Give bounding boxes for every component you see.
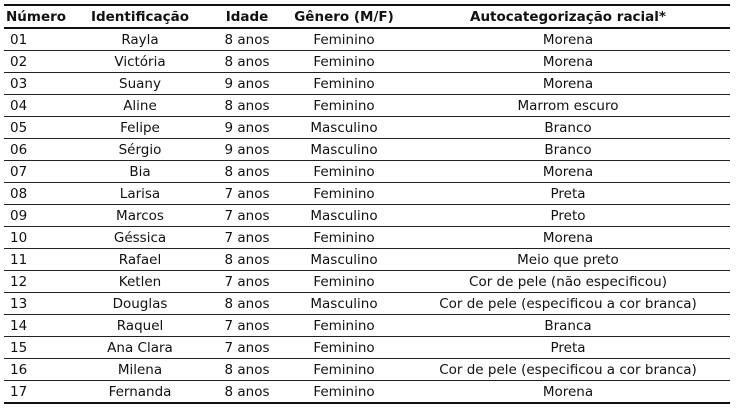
cell-identificacao: Sérgio <box>118 141 162 158</box>
cell-genero: Feminino <box>313 97 375 114</box>
cell-autocategorizacao: Preta <box>550 339 586 356</box>
cell-numero: 15 <box>10 339 28 356</box>
cell-genero: Masculino <box>310 295 378 312</box>
cell-identificacao: Bia <box>129 163 151 180</box>
cell-autocategorizacao: Morena <box>542 383 594 400</box>
cell-identificacao: Aline <box>123 97 157 114</box>
cell-idade: 7 anos <box>224 339 270 356</box>
cell-numero: 11 <box>10 251 28 268</box>
cell-idade: 7 anos <box>224 229 270 246</box>
cell-identificacao: Fernanda <box>108 383 172 400</box>
cell-numero: 01 <box>10 31 28 48</box>
table-row <box>4 293 730 315</box>
participants-table-container <box>4 4 730 404</box>
cell-idade: 7 anos <box>224 273 270 290</box>
cell-numero: 12 <box>10 273 28 290</box>
table-row <box>4 227 730 249</box>
cell-idade: 8 anos <box>224 295 270 312</box>
cell-numero: 06 <box>10 141 28 158</box>
cell-idade: 8 anos <box>224 383 270 400</box>
cell-autocategorizacao: Marrom escuro <box>517 97 619 114</box>
cell-autocategorizacao: Cor de pele (especificou a cor branca) <box>439 361 697 378</box>
cell-autocategorizacao: Morena <box>542 31 594 48</box>
cell-idade: 8 anos <box>224 97 270 114</box>
cell-autocategorizacao: Morena <box>542 229 594 246</box>
table-header <box>4 5 730 28</box>
cell-numero: 17 <box>10 383 28 400</box>
cell-genero: Feminino <box>313 339 375 356</box>
cell-identificacao: Marcos <box>116 207 164 224</box>
header-autocategorizacao: Autocategorização racial* <box>470 8 666 25</box>
cell-autocategorizacao: Morena <box>542 75 594 92</box>
cell-genero: Masculino <box>310 141 378 158</box>
cell-numero: 09 <box>10 207 28 224</box>
table-row <box>4 95 730 117</box>
cell-numero: 07 <box>10 163 28 180</box>
cell-identificacao: Géssica <box>113 229 167 246</box>
cell-identificacao: Milena <box>117 361 163 378</box>
cell-numero: 03 <box>10 75 28 92</box>
cell-identificacao: Douglas <box>112 295 168 312</box>
participants-table <box>4 4 730 404</box>
table-row <box>4 139 730 161</box>
table-row <box>4 249 730 271</box>
cell-autocategorizacao: Branco <box>544 141 592 158</box>
header-genero: Gênero (M/F) <box>294 8 394 25</box>
cell-numero: 14 <box>10 317 28 334</box>
cell-idade: 8 anos <box>224 31 270 48</box>
cell-idade: 7 anos <box>224 317 270 334</box>
cell-idade: 7 anos <box>224 207 270 224</box>
cell-identificacao: Ana Clara <box>107 339 173 356</box>
table-row <box>4 73 730 95</box>
table-row <box>4 183 730 205</box>
cell-identificacao: Ketlen <box>118 273 162 290</box>
table-row <box>4 117 730 139</box>
cell-genero: Masculino <box>310 119 378 136</box>
header-identificacao: Identificação <box>90 8 190 25</box>
cell-identificacao: Suany <box>119 75 161 92</box>
cell-idade: 8 anos <box>224 53 270 70</box>
cell-identificacao: Raquel <box>116 317 164 334</box>
cell-genero: Masculino <box>310 207 378 224</box>
cell-idade: 9 anos <box>224 75 270 92</box>
cell-genero: Feminino <box>313 361 375 378</box>
cell-idade: 8 anos <box>224 361 270 378</box>
table-row <box>4 337 730 359</box>
cell-genero: Feminino <box>313 229 375 246</box>
cell-numero: 02 <box>10 53 28 70</box>
cell-identificacao: Victória <box>114 53 166 70</box>
cell-numero: 13 <box>10 295 28 312</box>
header-row <box>4 5 730 28</box>
table-row <box>4 381 730 404</box>
cell-idade: 8 anos <box>224 163 270 180</box>
cell-genero: Feminino <box>313 53 375 70</box>
table-row <box>4 28 730 51</box>
cell-autocategorizacao: Meio que preto <box>517 251 619 268</box>
cell-idade: 9 anos <box>224 119 270 136</box>
cell-genero: Feminino <box>313 317 375 334</box>
cell-autocategorizacao: Branca <box>544 317 592 334</box>
cell-autocategorizacao: Branco <box>544 119 592 136</box>
cell-autocategorizacao: Preta <box>550 185 586 202</box>
cell-autocategorizacao: Morena <box>542 163 594 180</box>
cell-identificacao: Larisa <box>119 185 161 202</box>
cell-numero: 04 <box>10 97 28 114</box>
table-row <box>4 51 730 73</box>
cell-idade: 8 anos <box>224 251 270 268</box>
cell-genero: Masculino <box>310 251 378 268</box>
header-idade: Idade <box>225 8 269 25</box>
cell-numero: 05 <box>10 119 28 136</box>
cell-autocategorizacao: Preto <box>550 207 586 224</box>
cell-genero: Feminino <box>313 31 375 48</box>
cell-autocategorizacao: Cor de pele (especificou a cor branca) <box>439 295 697 312</box>
cell-autocategorizacao: Cor de pele (não especificou) <box>469 273 667 290</box>
cell-genero: Feminino <box>313 383 375 400</box>
cell-numero: 16 <box>10 361 28 378</box>
cell-idade: 9 anos <box>224 141 270 158</box>
cell-genero: Feminino <box>313 185 375 202</box>
table-row <box>4 315 730 337</box>
cell-identificacao: Rayla <box>121 31 159 48</box>
header-numero: Número <box>6 8 67 25</box>
cell-genero: Feminino <box>313 75 375 92</box>
cell-idade: 7 anos <box>224 185 270 202</box>
cell-genero: Feminino <box>313 163 375 180</box>
table-row <box>4 271 730 293</box>
cell-numero: 10 <box>10 229 28 246</box>
table-row <box>4 359 730 381</box>
cell-numero: 08 <box>10 185 28 202</box>
cell-identificacao: Rafael <box>118 251 162 268</box>
table-body <box>4 28 730 403</box>
cell-identificacao: Felipe <box>120 119 160 136</box>
table-row <box>4 161 730 183</box>
cell-genero: Feminino <box>313 273 375 290</box>
table-row <box>4 205 730 227</box>
cell-autocategorizacao: Morena <box>542 53 594 70</box>
